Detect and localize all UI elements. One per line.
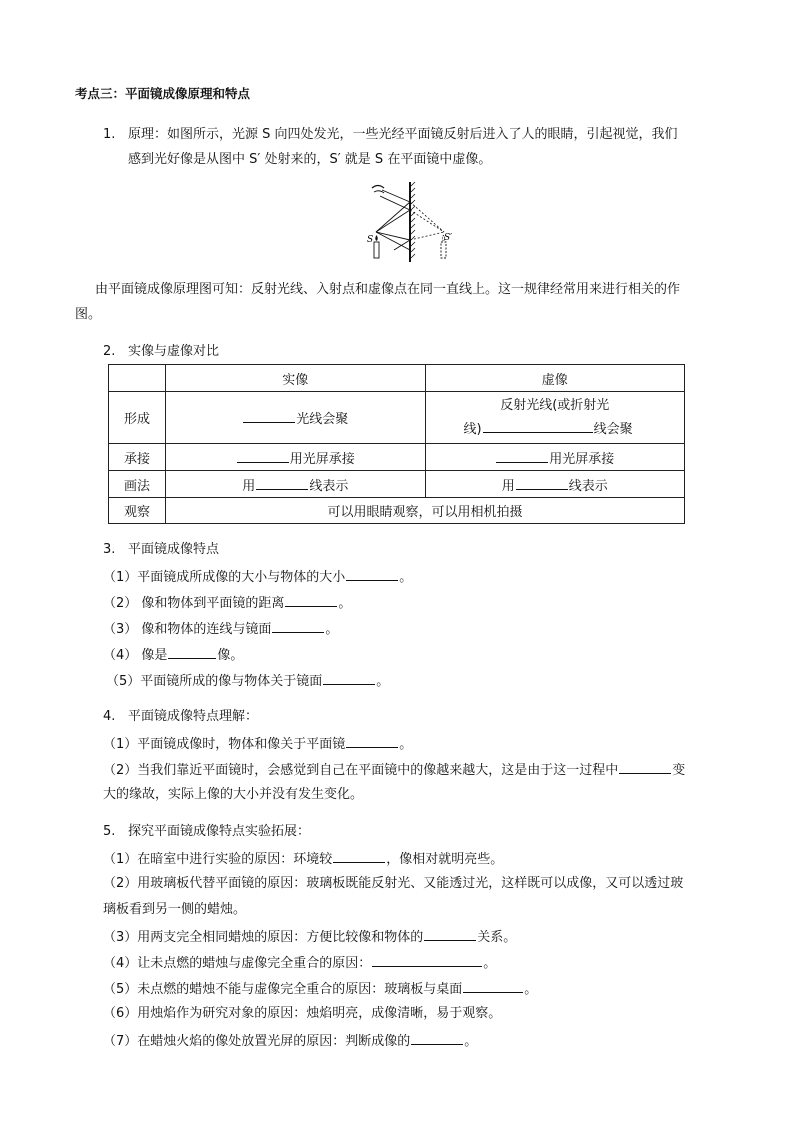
answer-blank[interactable] <box>496 448 548 463</box>
answer-blank[interactable] <box>516 475 568 490</box>
header-virtual-image: 虚像 <box>425 365 684 392</box>
answer-blank[interactable] <box>372 952 482 967</box>
item3-line4: （4） 像是 像。 <box>103 644 243 666</box>
answer-blank[interactable] <box>483 418 593 433</box>
table-row <box>109 498 685 524</box>
real-virtual-image-table <box>108 364 685 524</box>
item1-line1: 原理：如图所示，光源 S 向四处发光，一些光经平面镜反射后进入了人的眼睛，引起视觉，我们 <box>128 127 678 142</box>
formation-virtual-cell: 反射光线(或折射光 线) 线会聚 <box>425 392 684 444</box>
item5-title: 探究平面镜成像特点实验拓展： <box>128 824 311 839</box>
item4-number: 4. <box>103 709 116 724</box>
receive-virtual-cell: 用光屏承接 <box>425 444 684 471</box>
item4-line1: （1）平面镜成像时，物体和像关于平面镜 。 <box>103 733 412 755</box>
section-title: 考点三：平面镜成像原理和特点 <box>75 86 251 101</box>
header-real-image: 实像 <box>166 365 425 392</box>
item5-number: 5. <box>103 824 116 839</box>
header-empty <box>109 365 166 392</box>
item3-title: 平面镜成像特点 <box>128 542 220 557</box>
item1-number: 1. <box>103 127 116 142</box>
answer-blank[interactable] <box>619 759 671 774</box>
label-s-prime: S′ <box>444 233 453 243</box>
item3-line3: （3） 像和物体的连线与镜面 。 <box>103 618 338 640</box>
label-s: S <box>367 235 374 245</box>
plane-mirror-diagram <box>364 180 460 264</box>
item5-line4: （4）让未点燃的蜡烛与虚像完全重合的原因： 。 <box>103 952 496 974</box>
table-row <box>109 444 685 471</box>
item2-number: 2. <box>103 344 116 359</box>
drawing-real-cell: 用 线表示 <box>166 471 425 498</box>
table-row <box>109 471 685 498</box>
item5-line2b: 璃板看到另一侧的蜡烛。 <box>103 902 247 917</box>
item5-line6: （6）用烛焰作为研究对象的原因：烛焰明亮，成像清晰，易于观察。 <box>103 1006 502 1021</box>
answer-blank[interactable] <box>168 644 216 659</box>
answer-blank[interactable] <box>237 448 289 463</box>
item5-line5: （5）未点燃的蜡烛不能与虚像完全重合的原因：玻璃板与桌面 。 <box>103 978 537 1000</box>
answer-blank[interactable] <box>346 566 398 581</box>
item3-number: 3. <box>103 542 116 557</box>
formation-real-cell: 光线会聚 <box>166 392 425 444</box>
flame-icon <box>375 235 378 241</box>
answer-blank[interactable] <box>333 848 385 863</box>
item5-line1: （1）在暗室中进行实验的原因：环境较 ，像相对就明亮些。 <box>103 848 503 870</box>
table-header-row <box>109 365 685 392</box>
eye-lower-icon <box>374 191 384 193</box>
eye-icon <box>372 186 384 189</box>
item2-title: 实像与虚像对比 <box>128 344 220 359</box>
answer-blank[interactable] <box>256 475 308 490</box>
answer-blank[interactable] <box>323 670 375 685</box>
item3-line5: （5）平面镜所成的像与物体关于镜面 。 <box>106 670 389 692</box>
row-label-drawing: 画法 <box>109 471 166 498</box>
observe-merged-cell: 可以用眼睛观察，可以用相机拍摄 <box>166 498 685 524</box>
item5-line3: （3）用两支完全相同蜡烛的原因：方便比较像和物体的 关系。 <box>103 926 516 948</box>
item4-line3: 大的缘故，实际上像的大小并没有发生变化。 <box>103 787 364 802</box>
receive-real-cell: 用光屏承接 <box>166 444 425 471</box>
row-label-receive: 承接 <box>109 444 166 471</box>
drawing-virtual-cell: 用 线表示 <box>425 471 684 498</box>
answer-blank[interactable] <box>346 733 398 748</box>
item3-line1: （1）平面镜成所成像的大小与物体的大小 。 <box>103 566 412 588</box>
row-label-formation: 形成 <box>109 392 166 444</box>
item4-title: 平面镜成像特点理解： <box>128 709 259 724</box>
answer-blank[interactable] <box>272 618 324 633</box>
item3-line2: （2） 像和物体到平面镜的距离 。 <box>103 592 351 614</box>
mirror-hatching <box>411 182 415 258</box>
item4-line2: （2）当我们靠近平面镜时，会感觉到自己在平面镜中的像越来越大，这是由于这一过程中 变 <box>103 759 685 781</box>
item1-para-line1: 由平面镜成像原理图可知：反射光线、入射点和虚像点在同一直线上。这一规律经常用来进行相关的作 <box>95 282 681 297</box>
answer-blank[interactable] <box>411 1030 463 1045</box>
table-row <box>109 392 685 444</box>
virtual-candle-icon <box>441 242 446 258</box>
item5-line2a: （2）用玻璃板代替平面镜的原因：玻璃板既能反射光、又能透过光，这样既可以成像，又可以透过玻 <box>103 876 684 891</box>
candle-icon <box>374 242 379 258</box>
row-label-observe: 观察 <box>109 498 166 524</box>
answer-blank[interactable] <box>243 408 295 423</box>
answer-blank[interactable] <box>285 592 337 607</box>
item5-line7: （7）在蜡烛火焰的像处放置光屏的原因：判断成像的 。 <box>103 1030 477 1052</box>
item1-para-line2: 图。 <box>75 307 102 322</box>
answer-blank[interactable] <box>463 978 523 993</box>
answer-blank[interactable] <box>424 926 476 941</box>
item1-line2: 感到光好像是从图中 S′ 处射来的，S′ 就是 S 在平面镜中虚像。 <box>128 152 492 167</box>
virtual-rays <box>410 202 444 240</box>
